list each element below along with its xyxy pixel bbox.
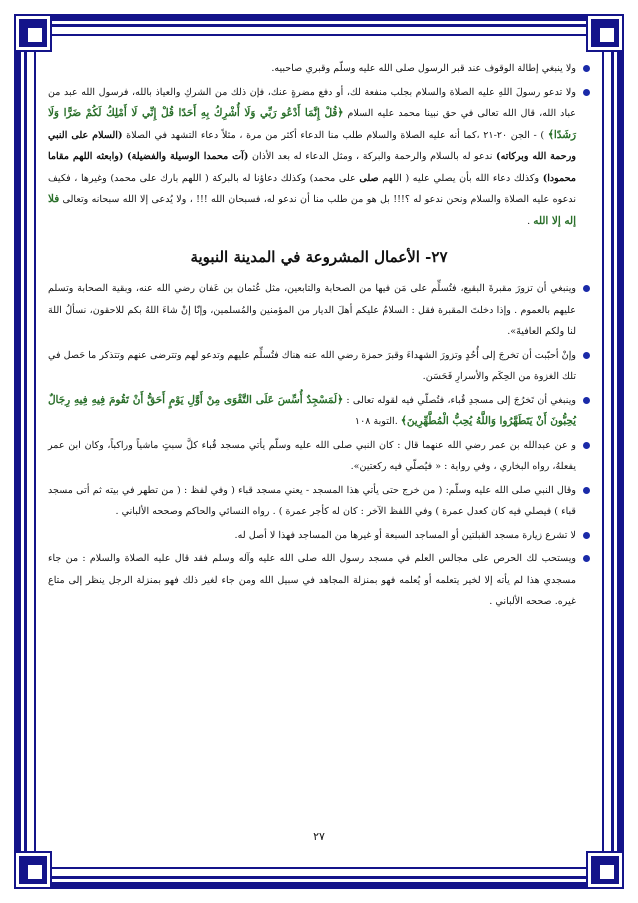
paragraph-text: وينبغي أن تزورَ مقبرةَ البقيع، فتُسلِّم على مَن فيها من الصحابة والتابعين، مثل عُثمان بن عَفان رضي الله عنه، وبقية الصحابة وتسلم عليهم بالعموم . وإذا دخلتَ المقبرة فقل : السلامُ عليكم أهلَ الديار من المؤمنين والمُسلمين، وإنّا إنْ شاءَ اللهُ بكم للاحقون، نسألُ اللهَ لنا ولكم العافيةَ». xyxy=(48,283,576,337)
page-number: ٢٧ xyxy=(313,830,325,843)
paragraph xyxy=(48,548,590,613)
bullet-icon xyxy=(583,532,590,539)
emphasis-text: صلى xyxy=(359,172,379,184)
paragraph xyxy=(48,345,590,388)
bullet-icon xyxy=(583,555,590,562)
emphasis-text: (السلام على النبي ورحمة الله وبركاته) xyxy=(48,129,576,162)
paragraph-text: ويستحب لك الحرص على مجالس العلم في مسجد رسول الله صلى الله عليه وآله وسلم فقد قال عليه الصلاة والسلام : من جاء مسجدي هذا لم يأته إلا لخير يتعلمه أو يُعلمه فهو بمنزلة المجاهد في سبيل الله ومن جاء لغير ذلك فهو بمنزلة الرجل ينظر إلى متاع غيره. صححه الألباني . xyxy=(48,553,576,607)
corner-ornament-top-left xyxy=(16,16,50,50)
paragraph xyxy=(48,480,590,523)
quran-verse: ﴿لَمَسْجِدٌ أُسِّسَ عَلَى التَّقْوَى مِنْ أَوَّلِ يَوْمٍ أَحَقُّ أَنْ تَقُومَ فِيهِ فِيهِ رِجَالٌ يُحِبُّونَ أَنْ يَتَطَهَّرُوا وَاللَّهُ يُحِبُّ الْمُطَّهِّرِينَ﴾ xyxy=(48,393,576,427)
corner-ornament-bottom-left xyxy=(16,853,50,887)
paragraph-text: لا تشرع زيارة مسجد القبلتين أو المساجد السبعة أو غيرها من المساجد فهذا لا أصل له. xyxy=(234,529,576,541)
top-section xyxy=(48,58,590,232)
paragraph xyxy=(48,278,590,343)
paragraph-text: وينبغي أن تَخرُجَ إلى مسجدِ قُباء، فتُصلّي فيه لقوله تعالى : xyxy=(343,394,576,406)
paragraph xyxy=(48,525,590,547)
paragraph-text: ندعو له بالسلام والرحمة والبركة ، ومثل الدعاء له بعد الأذان xyxy=(248,151,497,162)
quran-verse: ﴿قُلْ إِنَّمَا أَدْعُو رَبِّي وَلَا أُشْرِكُ بِهِ أَحَدًا قُلْ إِنِّي لَا أَمْلِكُ لَكُمْ ضَرًّا وَلَا رَشَدًا﴾ xyxy=(48,107,576,141)
paragraph-text: على محمد) وكذلك دعاؤنا له بالبركة ( اللهم بارك على محمد) وغيرها ، فكيف ندعوه عليه الصلاة والسلام ونحن ندعو له ؟!!! بل هو من طلب منا أن ندعو له، فسبحان الله !!! ، ولا يُدعى إلا الله سبحانه وتعالى xyxy=(48,172,576,205)
paragraph xyxy=(48,435,590,478)
paragraph-text: وإنْ أحبّبت أن تخرجَ إلى أُحُدٍ وتزورَ الشهداءَ وقبرَ حمزة رضي الله عنه هناك فتُسلِّم عليهم وتدعو لهم وتترضى عنهم وتتذكر ما حَصل في تلك الغزوة من الحِكَم والأسرارِ فَحَسَن. xyxy=(48,349,576,382)
page-content xyxy=(48,58,590,848)
paragraph-text: ولا ينبغي إطالة الوقوف عند قبر الرسول صلى الله عليه وسلّم وقبري صاحبيه. xyxy=(271,63,576,74)
paragraph-text: و عن عبدالله بن عمر رضي الله عنهما قال : كان النبي صلى الله عليه وسلّم يأتي مسجد قُباء كلَّ سبتٍ ماشياً وراكباً، وكان ابن عمر يفعلهُ، رواه البخاري ، وفي رواية : « فيُصلّي فيه ركعتين». xyxy=(48,439,576,472)
bullet-icon xyxy=(583,352,590,359)
paragraph xyxy=(48,58,590,80)
bullet-icon xyxy=(583,487,590,494)
paragraph xyxy=(48,82,590,233)
corner-ornament-top-right xyxy=(588,16,622,50)
paragraph-text: وكذلك دعاء الله بأن يصلي عليه ( اللهم xyxy=(378,172,543,184)
emphasis-text: (آت محمدا الوسيلة والفضيلة) xyxy=(127,151,249,162)
paragraph xyxy=(48,390,590,433)
bullet-icon xyxy=(583,65,590,72)
paragraph-text: . xyxy=(527,215,534,227)
paragraph-text: ولا تدعو رسولَ اللهِ عليه الصلاة والسلام بجلب منفعة لك، أو دفع مضرةٍ عنك، فإن ذلك من الشركِ والعياذ بالله، فرسول الله عبد من عباد الله، قال الله تعالى في حق نبينا محمد عليه السلام xyxy=(48,86,576,119)
emphasis-text: (وابعثه اللهم مقاما محمودا) xyxy=(48,151,576,184)
bullet-icon xyxy=(583,89,590,96)
quran-verse: فلا إله إلا الله xyxy=(48,193,576,227)
section-heading: ٢٧- الأعمال المشروعة في المدينة النبوية xyxy=(190,248,448,266)
paragraph-text: .التوبة ١٠٨ xyxy=(354,416,401,427)
bottom-section xyxy=(48,278,590,613)
paragraph-text: ) - الجن ٢٠-٢١ ،كما أنه عليه الصلاة والسلام طلب منا الدعاء أكثر من مرة ، مثلاً دعاء التشهد في الصلاة xyxy=(122,129,548,141)
bullet-icon xyxy=(583,442,590,449)
paragraph-text: وقال النبي صلى الله عليه وسلّم: ( من خرج حتى يأتي هذا المسجد - يعني مسجد قباء ( وفي لفظ : ( من تطهر في بيته ثم أتى مسجد قباء ) فيصلي فيه كان كعدل عمرة ) وفي اللفظ الآخر : كان له كأجر عمرة ) . رواه النسائي والحاكم وصححه الألباني . xyxy=(48,484,576,517)
bullet-icon xyxy=(583,397,590,404)
corner-ornament-bottom-right xyxy=(588,853,622,887)
bullet-icon xyxy=(583,285,590,292)
